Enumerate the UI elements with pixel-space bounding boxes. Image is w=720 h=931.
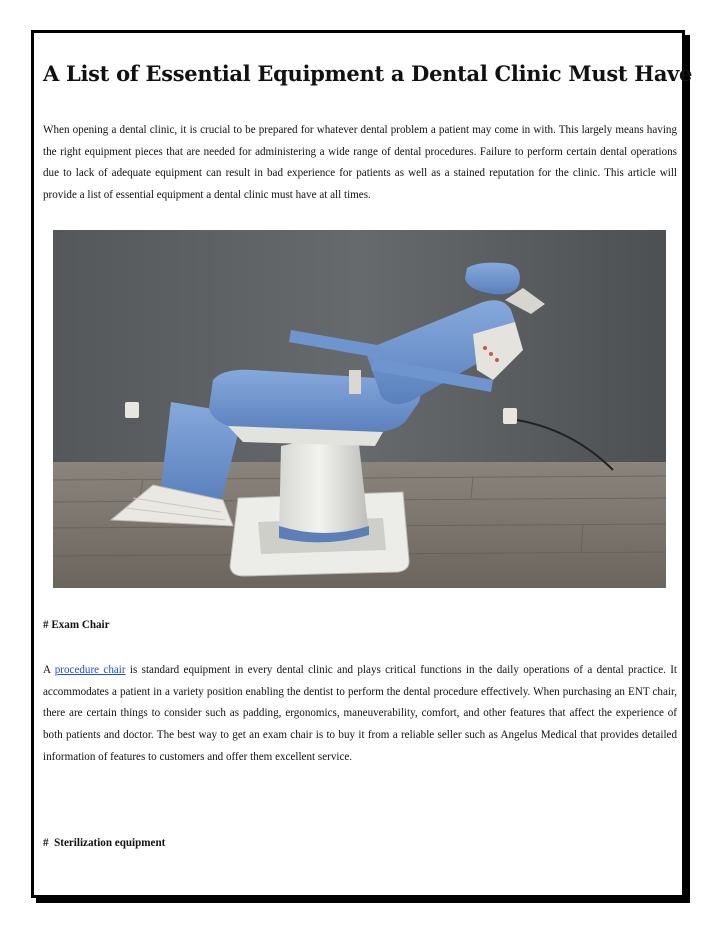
text-after-link: is standard equipment in every dental clinic and plays critical functions in the daily operations of a dental practice. It accommodates a patient in a variety position enabling the dentist to perform the dental procedure effectively. When purchasing an ENT chair, there are certain things to consider such as padding, ergonomics, maneuverability, comfort, and other features that affect the experience of both patients and doctor. The best way to get an exam chair is to buy it from a reliable seller such as Angelus Medical that provides detailed information of features to customers and offer them excellent service.: [43, 664, 677, 763]
document-page: [31, 30, 693, 898]
exam-chair-photo: [53, 230, 666, 588]
text-before-link: A: [43, 664, 55, 676]
section-heading-sterilization: # Sterilization equipment: [43, 837, 166, 849]
article-title: A List of Essential Equipment a Dental Clinic Must Have: [43, 61, 693, 86]
intro-paragraph: When opening a dental clinic, it is crucial to be prepared for whatever dental problem a patient may come in with. This largely means having the right equipment pieces that are needed for administering a wide range of dental procedures. Failure to perform certain dental operations due to lack of adequate equipment can result in bad experience for patients as well as a stained reputation for the clinic. This article will provide a list of essential equipment a dental clinic must have at all times.: [43, 124, 677, 202]
exam-chair-paragraph: [43, 660, 677, 769]
procedure-chair-link[interactable]: procedure chair: [54, 664, 126, 676]
section-heading-exam-chair: # Exam Chair: [43, 619, 110, 631]
